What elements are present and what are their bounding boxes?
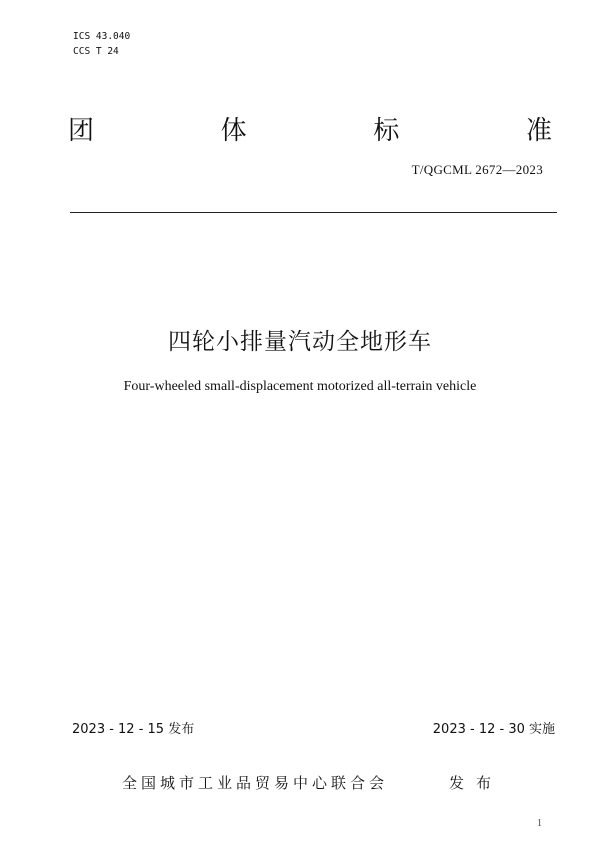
implement-date: 2023 - 12 - 30 实施 bbox=[432, 722, 555, 737]
page-number: 1 bbox=[537, 818, 542, 829]
standard-kind-char: 团 bbox=[68, 116, 95, 146]
publisher-action: 发布 bbox=[449, 774, 504, 792]
publisher-name: 全国城市工业品贸易中心联合会 bbox=[122, 774, 389, 792]
standard-kind-char: 准 bbox=[525, 116, 552, 146]
standard-number: T/QGCML 2672—2023 bbox=[411, 162, 543, 177]
standard-kind-heading bbox=[68, 114, 552, 148]
ics-code: ICS 43.040 bbox=[73, 31, 131, 42]
standard-kind-char: 体 bbox=[220, 116, 247, 146]
ccs-code: CCS T 24 bbox=[73, 46, 119, 57]
header-divider bbox=[70, 212, 557, 213]
classification-codes bbox=[73, 29, 130, 59]
title-chinese: 四轮小排量汽动全地形车 bbox=[168, 329, 432, 355]
title-english: Four-wheeled small-displacement motorized all-terrain vehicle bbox=[123, 379, 477, 394]
publish-date: 2023 - 12 - 15 发布 bbox=[72, 722, 195, 737]
standard-kind-char: 标 bbox=[373, 116, 400, 146]
